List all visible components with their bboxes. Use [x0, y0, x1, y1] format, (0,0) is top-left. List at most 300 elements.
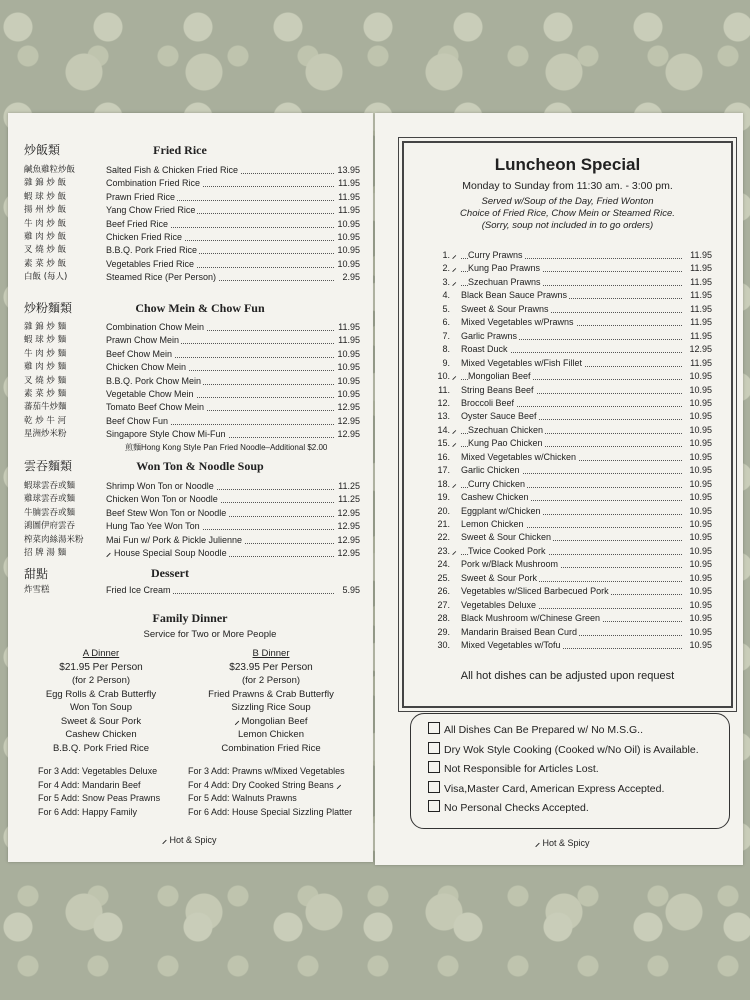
chow-mein-title: Chow Mein & Chow Fun: [135, 301, 265, 315]
item-name-text: Steamed Rice (Per Person): [106, 272, 217, 283]
item-name: [106, 271, 218, 284]
family-dinner-item: [16, 742, 186, 756]
luncheon-footer: All hot dishes can be adjusted upon request: [460, 670, 675, 682]
policy-text: Visa,Master Card, American Express Accepted.: [444, 782, 665, 795]
item-name-text: Beef Chow Mein: [106, 348, 173, 359]
item-price: 10.95: [689, 518, 712, 531]
item-name: Mixed Vegetables w/Prawns: [461, 316, 576, 329]
family-dinner-item-text: Mongolian Beef: [241, 715, 308, 727]
item-chinese-name: 雜 錦 炒 飯: [24, 178, 67, 189]
a-dinner-price: $21.95 Per Person: [59, 661, 143, 673]
menu-item: [24, 388, 364, 401]
menu-item: [24, 584, 364, 597]
item-name: [106, 401, 206, 414]
item-price: 11.95: [690, 289, 712, 302]
family-dinner-item-text: B.B.Q. Pork Fried Rice: [52, 742, 150, 754]
item-name: [106, 428, 228, 441]
item-name-text: Chicken Chow Mein: [106, 362, 187, 373]
item-name-text: Singapore Style Chow Mi-Fun: [106, 429, 226, 440]
luncheon-item: [436, 545, 712, 558]
chili-icon: ⸝: [452, 478, 457, 489]
family-dinner-item: [186, 701, 356, 715]
item-price: 10.95: [689, 370, 712, 383]
family-dinner-item-text: Cashew Chicken: [65, 729, 137, 740]
chili-icon: ⸝: [162, 835, 167, 846]
item-name: [106, 258, 196, 271]
item-price: 12.95: [337, 401, 360, 414]
item-name: [106, 507, 228, 520]
item-name: Curry Chicken: [468, 478, 527, 491]
item-name-text: Hung Tao Yee Won Ton: [106, 521, 200, 532]
luncheon-item: [436, 491, 712, 504]
luncheon-item: [436, 262, 712, 275]
item-name: Szechuan Chicken: [468, 424, 545, 437]
item-number: 24.: [437, 559, 450, 570]
add-on-text: For 4 Add: Mandarin Beef: [38, 779, 141, 790]
item-number: 14.: [437, 424, 450, 435]
item-number: 22.: [437, 532, 450, 543]
item-name-text: Tomato Beef Chow Mein: [106, 402, 205, 413]
checkbox-icon: [428, 800, 440, 812]
add-on-text: For 3 Add: Vegetables Deluxe: [38, 766, 158, 776]
chow-mein-chinese-title: 炒粉麵類: [24, 301, 73, 315]
menu-item: [24, 534, 364, 547]
item-price: 10.95: [689, 626, 712, 639]
item-price: 12.95: [337, 534, 360, 547]
menu-item: [24, 334, 364, 347]
menu-item: [24, 361, 364, 374]
item-chinese-name: 牛 肉 炒 麵: [24, 348, 67, 359]
luncheon-item: [436, 424, 712, 437]
pan-fried-noodle-note: 煎麵Hong Kong Style Pan Fried Noodle–Additional $2.00: [125, 443, 328, 452]
item-number: 8.: [442, 344, 450, 355]
item-price: 10.95: [337, 244, 360, 257]
policy-text: Not Responsible for Articles Lost.: [444, 763, 599, 775]
chili-icon: ⸝: [452, 276, 457, 287]
item-name-text: Combination Chow Mein: [106, 322, 205, 332]
item-number: 25.: [437, 572, 450, 583]
chili-icon: ⸝: [333, 779, 342, 791]
policy-item: [428, 781, 664, 797]
item-chinese-name: 蕃茄牛炒麵: [24, 402, 67, 413]
item-name-text: B.B.Q. Pork Fried Rice: [106, 245, 198, 256]
menu-item: [24, 493, 364, 506]
menu-item: [24, 231, 364, 244]
luncheon-item: [436, 410, 712, 423]
item-name: Pork w/Black Mushroom: [461, 558, 560, 571]
item-price: 11.95: [690, 303, 712, 316]
item-name-text: Chicken Fried Rice: [106, 232, 183, 242]
item-name: Kung Pao Prawns: [468, 262, 542, 275]
item-name: Mixed Vegetables w/Fish Fillet: [461, 357, 584, 370]
item-price: 10.95: [689, 451, 712, 464]
item-name: Black Mushroom w/Chinese Green: [461, 612, 602, 625]
policy-text: All Dishes Can Be Prepared w/ No M.S.G..: [444, 724, 643, 736]
item-name: Kung Pao Chicken: [468, 437, 545, 450]
item-name-text: Chicken Won Ton or Noodle: [106, 494, 218, 505]
luncheon-served-line1: Served w/Soup of the Day, Fried Wonton: [481, 196, 654, 207]
item-name-text: Shrimp Won Ton or Noodle: [106, 481, 214, 491]
item-price: 10.95: [689, 437, 712, 450]
item-name-text: Vegetable Chow Mein: [106, 389, 194, 399]
add-on-line: [38, 792, 160, 806]
add-on-line: [38, 806, 160, 820]
item-number: 17.: [437, 465, 450, 476]
menu-item: [24, 271, 364, 284]
item-number: 23.: [437, 545, 450, 556]
b-dinner-head: B Dinner: [252, 648, 290, 659]
family-dinner-item-text: Sizzling Rice Soup: [231, 702, 311, 713]
item-name: [106, 218, 170, 231]
item-number: 26.: [437, 586, 450, 597]
item-name: [106, 231, 184, 244]
luncheon-item: [436, 276, 712, 289]
luncheon-item: [436, 531, 712, 544]
item-name: [106, 547, 229, 560]
item-price: 11.95: [338, 334, 360, 347]
luncheon-item: [436, 558, 712, 571]
policy-item: [428, 761, 599, 777]
item-chinese-name: 素 菜 炒 麵: [24, 389, 67, 399]
menu-item: [24, 428, 364, 441]
item-price: 5.95: [342, 584, 360, 597]
item-number: 3.: [442, 276, 450, 287]
item-chinese-name: 蝦 球 炒 麵: [24, 335, 67, 346]
family-dinner-item-text: Won Ton Soup: [70, 702, 132, 713]
luncheon-hours: Monday to Sunday from 11:30 am. - 3:00 pm.: [462, 180, 673, 192]
item-number: 21.: [437, 519, 450, 529]
item-name: [106, 321, 206, 334]
item-price: 10.95: [689, 531, 712, 544]
item-chinese-name: 雞 肉 炒 飯: [24, 232, 67, 242]
luncheon-item: [436, 464, 712, 477]
luncheon-served-line2: Choice of Fried Rice, Chow Mein or Steamed Rice.: [460, 208, 675, 219]
fried-rice-title: Fried Rice: [153, 143, 207, 157]
item-name: Garlic Chicken: [461, 464, 522, 477]
b-dinner-items: [186, 688, 356, 756]
chili-icon: ⸝: [452, 371, 457, 382]
item-name: [106, 164, 240, 177]
luncheon-item: [436, 518, 712, 531]
item-price: 10.95: [689, 491, 712, 504]
luncheon-item: [436, 330, 712, 343]
item-price: 10.95: [689, 558, 712, 571]
menu-item: [24, 204, 364, 217]
item-name: Twice Cooked Pork: [468, 545, 548, 558]
menu-item: [24, 520, 364, 533]
item-price: 11.25: [338, 493, 360, 506]
item-price: 10.95: [689, 464, 712, 477]
won-ton-title: Won Ton & Noodle Soup: [136, 459, 264, 473]
item-name: [106, 388, 196, 401]
item-name: Sweet & Sour Pork: [461, 572, 539, 585]
item-price: 13.95: [337, 164, 360, 177]
luncheon-title: Luncheon Special: [494, 155, 641, 174]
item-price: 12.95: [337, 507, 360, 520]
fried-rice-chinese-title: 炒飯類: [24, 143, 61, 157]
policy-item: [428, 722, 643, 738]
item-price: 12.95: [337, 520, 360, 533]
item-chinese-name: 榨菜肉絲湯米粉: [24, 534, 84, 545]
b-dinner-column: [186, 647, 356, 755]
luncheon-item: [436, 303, 712, 316]
item-chinese-name: 雜 錦 炒 麵: [24, 322, 67, 332]
item-price: 10.95: [689, 639, 712, 652]
item-name: Mandarin Braised Bean Curd: [461, 626, 579, 639]
item-price: 2.95: [342, 271, 360, 284]
luncheon-item: [436, 397, 712, 410]
item-price: 12.95: [337, 547, 360, 560]
luncheon-item: [436, 384, 712, 397]
item-price: 10.95: [337, 258, 360, 271]
menu-item: [24, 507, 364, 520]
checkbox-icon: [428, 722, 440, 734]
item-price: 12.95: [689, 343, 712, 356]
luncheon-served-line3: (Sorry, soup not included in to go orders): [481, 220, 654, 231]
family-dinner-item-text: Combination Fried Rice: [221, 742, 321, 754]
family-dinner-item-text: Fried Prawns & Crab Butterfly: [208, 688, 334, 700]
item-name: [106, 244, 199, 257]
item-chinese-name: 鴻圖伊府雲吞: [24, 521, 76, 532]
item-chinese-name: 星洲炒米粉: [24, 429, 67, 440]
item-name: Eggplant w/Chicken: [461, 505, 543, 518]
item-price: 11.25: [338, 480, 360, 493]
item-price: 10.95: [689, 384, 712, 397]
luncheon-item: [436, 437, 712, 450]
item-price: 10.95: [689, 505, 712, 518]
luncheon-item: [436, 289, 712, 302]
family-dinner-item: [16, 728, 186, 742]
item-price: 11.95: [338, 321, 360, 334]
chili-icon: ⸝: [452, 250, 457, 260]
dessert-chinese-title: 甜點: [24, 567, 49, 581]
menu-item: [24, 244, 364, 257]
family-dinner-item-text: Sweet & Sour Pork: [60, 715, 142, 727]
item-number: 27.: [437, 599, 450, 610]
policy-item: [428, 742, 699, 758]
menu-item: [24, 321, 364, 334]
item-number: 30.: [437, 640, 450, 651]
add-on-line: [38, 779, 160, 793]
item-price: 10.95: [689, 478, 712, 491]
item-price: 11.95: [690, 316, 712, 329]
item-chinese-name: 雞球雲吞或麵: [24, 494, 76, 505]
item-number: 16.: [437, 451, 450, 462]
item-name: [106, 520, 202, 533]
add-on-text: For 6 Add: House Special Sizzling Platter: [188, 806, 353, 817]
a-dinner-head: A Dinner: [82, 648, 120, 659]
menu-item: [24, 547, 364, 560]
item-price: 12.95: [337, 415, 360, 428]
add-on-line: [188, 806, 352, 820]
luncheon-item: [436, 585, 712, 598]
item-chinese-name: 揚 州 炒 飯: [24, 205, 67, 216]
menu-item: [24, 191, 364, 204]
family-dinner-item: [186, 728, 356, 742]
item-number: 29.: [437, 626, 450, 637]
dessert-title: Dessert: [151, 566, 189, 580]
item-name-text: Beef Fried Rice: [106, 218, 169, 229]
menu-item: [24, 415, 364, 428]
item-price: 11.95: [690, 249, 712, 262]
item-name-text: Fried Ice Cream: [106, 585, 171, 595]
item-chinese-name: 叉 燒 炒 飯: [24, 245, 67, 256]
item-name: Black Bean Sauce Prawns: [461, 289, 569, 302]
chili-icon: ⸝: [452, 438, 457, 449]
item-chinese-name: 招 牌 湯 麵: [24, 548, 67, 558]
item-name-text: Beef Stew Won Ton or Noodle: [106, 507, 227, 518]
item-price: 12.95: [337, 428, 360, 441]
add-on-line: [188, 792, 352, 806]
item-name: Broccoli Beef: [461, 397, 516, 410]
item-name: [106, 584, 173, 597]
right-hot-legend-text: Hot & Spicy: [542, 838, 590, 848]
family-dinner-item: [186, 742, 356, 756]
item-name: Vegetables Deluxe: [461, 599, 538, 612]
item-name-text: House Special Soup Noodle: [114, 548, 227, 558]
item-number: 10.: [437, 371, 450, 382]
menu-item: [24, 177, 364, 190]
a-dinner-note: (for 2 Person): [71, 675, 131, 686]
luncheon-item: [436, 478, 712, 491]
item-number: 11.: [438, 384, 450, 395]
family-dinner-item: [16, 688, 186, 702]
item-price: 11.95: [690, 276, 712, 289]
luncheon-item: [436, 357, 712, 370]
luncheon-item: [436, 599, 712, 612]
item-name: Cashew Chicken: [461, 491, 531, 504]
item-number: 7.: [442, 330, 450, 341]
menu-item: [24, 480, 364, 493]
luncheon-item: [436, 343, 712, 356]
item-price: 10.95: [689, 572, 712, 585]
family-dinner-item-text: Lemon Chicken: [237, 729, 304, 740]
item-name-text: Prawn Chow Mein: [106, 335, 180, 346]
family-dinner-item-text: Egg Rolls & Crab Butterfly: [45, 688, 157, 700]
menu-item: [24, 348, 364, 361]
item-name: [106, 334, 181, 347]
policy-text: Dry Wok Style Cooking (Cooked w/No Oil) is Available.: [444, 743, 699, 756]
chili-icon: ⸝: [452, 545, 457, 556]
luncheon-item: [436, 612, 712, 625]
chili-icon: ⸝: [106, 548, 111, 559]
item-name: [106, 375, 203, 388]
menu-item: [24, 164, 364, 177]
item-price: 10.95: [337, 231, 360, 244]
item-number: 2.: [442, 263, 450, 274]
won-ton-chinese-title: 雲吞麵類: [24, 459, 73, 473]
item-number: 18.: [437, 478, 450, 489]
policy-item: [428, 800, 589, 816]
add-on-text: For 5 Add: Snow Peas Prawns: [38, 793, 161, 803]
family-dinner-subtitle: Service for Two or More People: [143, 629, 277, 640]
add-on-line: [188, 779, 352, 793]
item-name-text: Salted Fish & Chicken Fried Rice: [106, 165, 239, 175]
item-price: 10.95: [689, 599, 712, 612]
menu-item: [24, 375, 364, 388]
item-price: 10.95: [337, 361, 360, 374]
menu-item: [24, 218, 364, 231]
menu-item: [24, 258, 364, 271]
item-price: 10.95: [689, 585, 712, 598]
left-hot-legend: [162, 832, 217, 846]
item-price: 10.95: [337, 388, 360, 401]
item-number: 1.: [442, 250, 450, 260]
item-name-text: Beef Chow Fun: [106, 415, 169, 426]
luncheon-item: [436, 316, 712, 329]
item-price: 10.95: [689, 397, 712, 410]
luncheon-item: [436, 451, 712, 464]
checkbox-icon: [428, 781, 440, 793]
item-chinese-name: 叉 燒 炒 麵: [24, 375, 67, 386]
item-price: 11.95: [690, 330, 712, 343]
left-hot-legend-text: Hot & Spicy: [169, 835, 217, 845]
family-dinner-item: [186, 688, 356, 702]
policy-text: No Personal Checks Accepted.: [444, 802, 589, 814]
add-on-text: For 3 Add: Prawns w/Mixed Vegetables: [188, 766, 345, 776]
item-name: Lemon Chicken: [461, 518, 526, 531]
item-price: 11.95: [338, 177, 360, 190]
a-dinner-items: [16, 688, 186, 756]
item-name: Oyster Sauce Beef: [461, 410, 539, 423]
item-name: String Beans Beef: [461, 384, 536, 397]
item-price: 10.95: [337, 218, 360, 231]
item-chinese-name: 乾 炒 牛 河: [24, 415, 67, 426]
add-on-line: [188, 765, 352, 779]
luncheon-item: [436, 626, 712, 639]
item-chinese-name: 素 菜 炒 飯: [24, 258, 67, 269]
item-name: [106, 415, 170, 428]
item-price: 11.95: [338, 191, 360, 204]
item-number: 9.: [442, 357, 450, 368]
add-on-text: For 5 Add: Walnuts Prawns: [188, 793, 297, 803]
item-name: [106, 480, 216, 493]
family-dinner-item: [186, 715, 356, 729]
item-price: 10.95: [689, 612, 712, 625]
item-number: 20.: [437, 505, 450, 516]
b-dinner-price: $23.95 Per Person: [229, 661, 313, 673]
item-name: [106, 534, 244, 547]
item-chinese-name: 蝦球雲吞或麵: [24, 481, 76, 491]
item-number: 19.: [437, 492, 450, 503]
chili-icon: ⸝: [452, 263, 457, 274]
item-number: 12.: [437, 397, 450, 408]
checkbox-icon: [428, 761, 440, 773]
item-number: 4.: [442, 290, 450, 301]
luncheon-item: [436, 249, 712, 262]
item-price: 10.95: [689, 545, 712, 558]
item-name-text: Vegetables Fried Rice: [106, 258, 195, 269]
item-name: Roast Duck: [461, 343, 510, 356]
item-name: Vegetables w/Sliced Barbecued Pork: [461, 585, 611, 598]
item-name: Mongolian Beef: [468, 370, 533, 383]
add-on-text: For 6 Add: Happy Family: [38, 806, 138, 817]
item-chinese-name: 鹹魚雞粒炒飯: [24, 165, 76, 175]
item-name: [106, 348, 174, 361]
item-chinese-name: 白飯 (每人): [24, 272, 68, 283]
item-number: 28.: [437, 613, 450, 624]
item-chinese-name: 蝦 球 炒 飯: [24, 191, 67, 202]
luncheon-item: [436, 370, 712, 383]
item-chinese-name: 雞 肉 炒 麵: [24, 362, 67, 373]
item-name: [106, 177, 202, 190]
right-hot-legend: [535, 835, 590, 849]
item-number: 5.: [442, 303, 450, 314]
item-name: [106, 191, 177, 204]
family-dinner-item: [16, 715, 186, 729]
item-name-text: Yang Chow Fried Rice: [106, 205, 196, 216]
item-number: 13.: [437, 411, 450, 422]
